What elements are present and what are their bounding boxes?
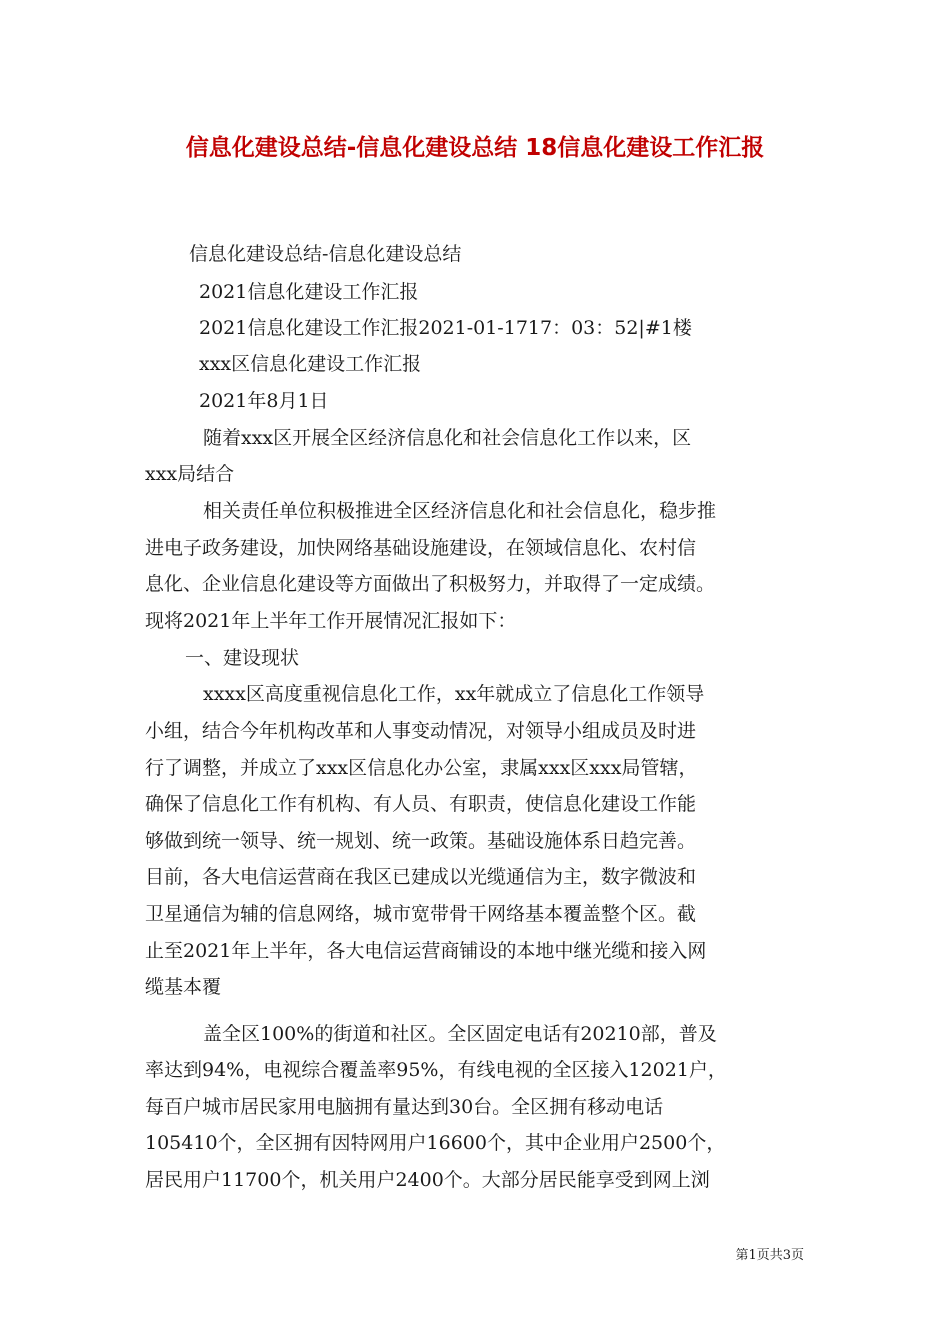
body-line: 2021信息化建设工作汇报2021-01-1717：03：52|#1楼 [199,317,692,339]
document-title: 信息化建设总结-信息化建设总结 18信息化建设工作汇报 [185,135,765,161]
body-line: 每百户城市居民家用电脑拥有量达到30台。全区拥有移动电话 [145,1096,664,1118]
body-line: xxxx区高度重视信息化工作，xx年就成立了信息化工作领导 [203,683,705,705]
body-line: 现将2021年上半年工作开展情况汇报如下： [145,610,517,632]
body-line: 2021信息化建设工作汇报 [199,281,419,303]
body-line: 105410个，全区拥有因特网用户16600个，其中企业用户2500个， [145,1132,726,1154]
body-line: 盖全区100%的街道和社区。全区固定电话有20210部，普及 [203,1023,717,1045]
body-line: 居民用户11700个，机关用户2400个。大部分居民能享受到网上浏 [145,1169,710,1191]
body-line: 息化、企业信息化建设等方面做出了积极努力，并取得了一定成绩。 [145,573,716,595]
body-line: 止至2021年上半年，各大电信运营商铺设的本地中继光缆和接入网 [145,940,707,962]
body-line: xxx局结合 [145,463,235,485]
body-line: 行了调整，并成立了xxx区信息化办公室，隶属xxx区xxx局管辖， [145,757,698,779]
page-number: 第1页共3页 [735,1248,804,1263]
body-line: 随着xxx区开展全区经济信息化和社会信息化工作以来，区 [203,427,692,449]
body-line: 信息化建设总结-信息化建设总结 [189,243,462,265]
body-line: 2021年8月1日 [199,390,329,412]
body-line: 进电子政务建设，加快网络基础设施建设，在领域信息化、农村信 [145,537,697,559]
body-line: 一、建设现状 [185,647,300,669]
body-line: 相关责任单位积极推进全区经济信息化和社会信息化，稳步推 [203,500,717,522]
body-line: 率达到94%，电视综合覆盖率95%，有线电视的全区接入12021户， [145,1059,727,1081]
body-line: 够做到统一领导、统一规划、统一政策。基础设施体系日趋完善。 [145,830,697,852]
body-line: 目前，各大电信运营商在我区已建成以光缆通信为主，数字微波和 [145,866,697,888]
body-line: 小组，结合今年机构改革和人事变动情况，对领导小组成员及时进 [145,720,697,742]
body-line: 卫星通信为辅的信息网络，城市宽带骨干网络基本覆盖整个区。截 [145,903,697,925]
body-line: xxx区信息化建设工作汇报 [199,353,422,375]
body-line: 确保了信息化工作有机构、有人员、有职责，使信息化建设工作能 [145,793,697,815]
body-line: 缆基本覆 [145,976,222,998]
